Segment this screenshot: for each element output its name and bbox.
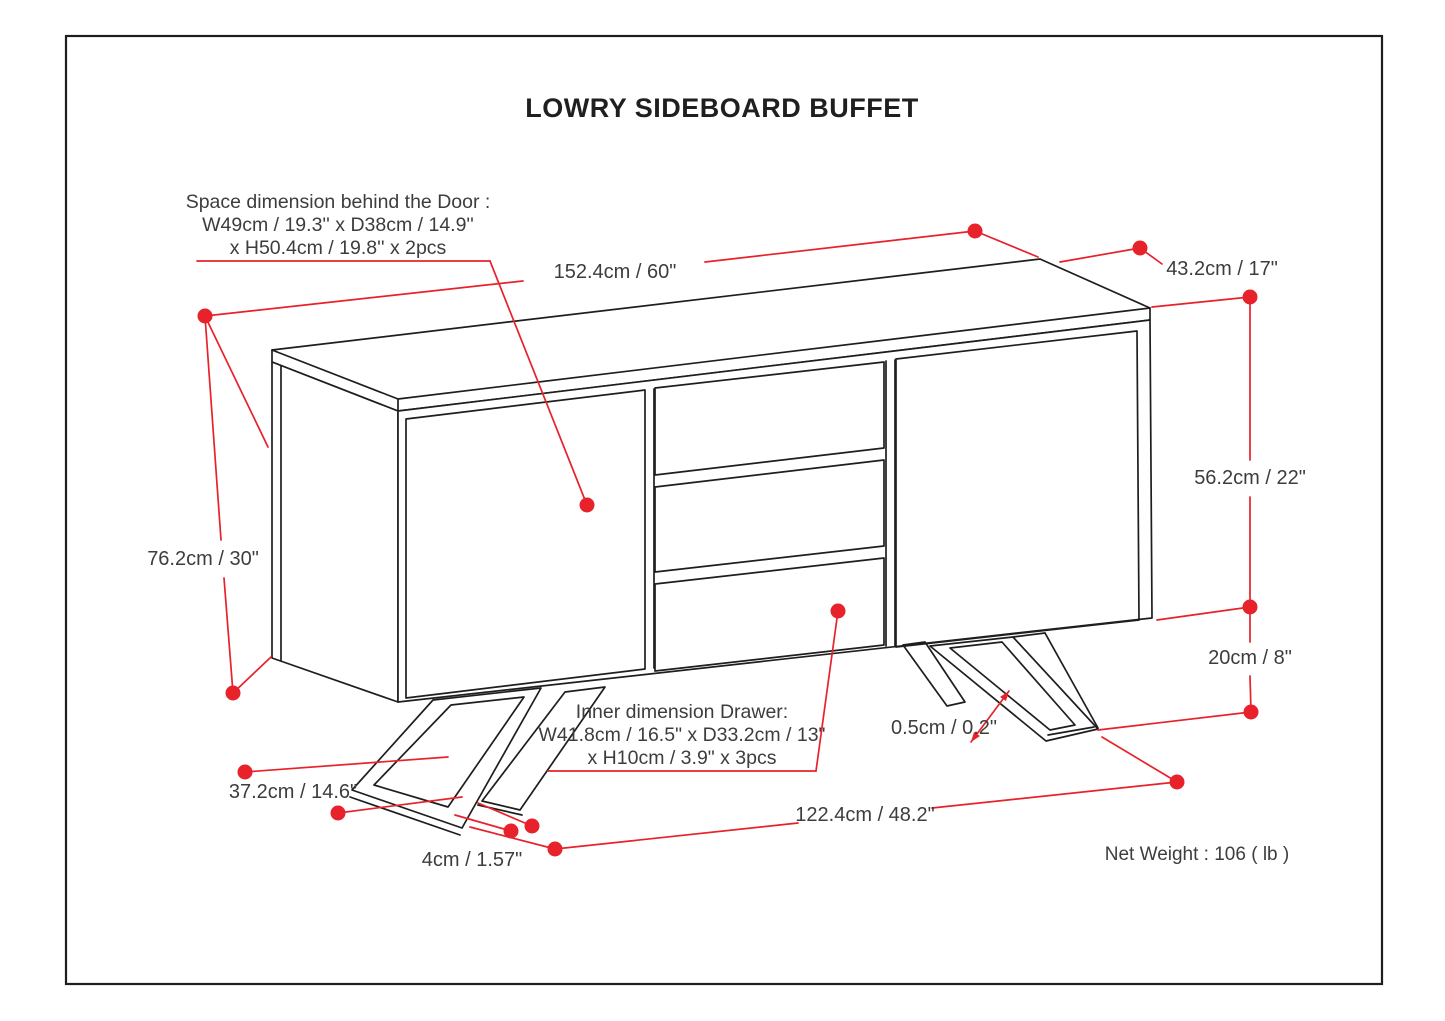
inner-drawer-line2: W41.8cm / 16.5" x D33.2cm / 13" xyxy=(538,724,826,746)
space-dimension-line2: W49cm / 19.3'' x D38cm / 14.9'' xyxy=(202,214,474,236)
drawer-inner-dot xyxy=(831,604,846,619)
inner-drawer-line1: Inner dimension Drawer: xyxy=(575,701,789,723)
cabinet-left-panel xyxy=(272,362,398,702)
inner-drawer-line3: x H10cm / 3.9" x 3pcs xyxy=(587,747,777,769)
body-height-label: 56.2cm / 22" xyxy=(1194,467,1306,489)
leg-span-label: 122.4cm / 48.2" xyxy=(795,804,935,826)
width-label: 152.4cm / 60" xyxy=(553,261,677,283)
dimension-dot xyxy=(331,806,346,821)
panel-thickness-label: 0.5cm / 0.2" xyxy=(890,717,998,739)
leg-height-label: 20cm / 8" xyxy=(1208,647,1292,669)
space-dimension-line1: Space dimension behind the Door : xyxy=(185,191,491,213)
dimension-dot xyxy=(1170,775,1185,790)
dimension-dot xyxy=(226,686,241,701)
dimension-dot xyxy=(968,224,983,239)
overall-height-label: 76.2cm / 30" xyxy=(147,548,259,570)
space-dimension-line3: x H50.4cm / 19.8'' x 2pcs xyxy=(229,237,447,259)
page-title: LOWRY SIDEBOARD BUFFET xyxy=(525,93,919,123)
door-space-dot xyxy=(580,498,595,513)
leg-thickness-label: 4cm / 1.57" xyxy=(421,849,523,871)
dimension-dot xyxy=(1244,705,1259,720)
depth-label: 43.2cm / 17" xyxy=(1166,258,1278,280)
net-weight-label: Net Weight : 106 ( lb ) xyxy=(1104,844,1290,865)
dimension-dot xyxy=(238,765,253,780)
foot-length-label: 37.2cm / 14.6" xyxy=(228,781,358,803)
dimension-dot xyxy=(548,842,563,857)
dimension-dot xyxy=(1133,241,1148,256)
dimension-dot xyxy=(525,819,540,834)
